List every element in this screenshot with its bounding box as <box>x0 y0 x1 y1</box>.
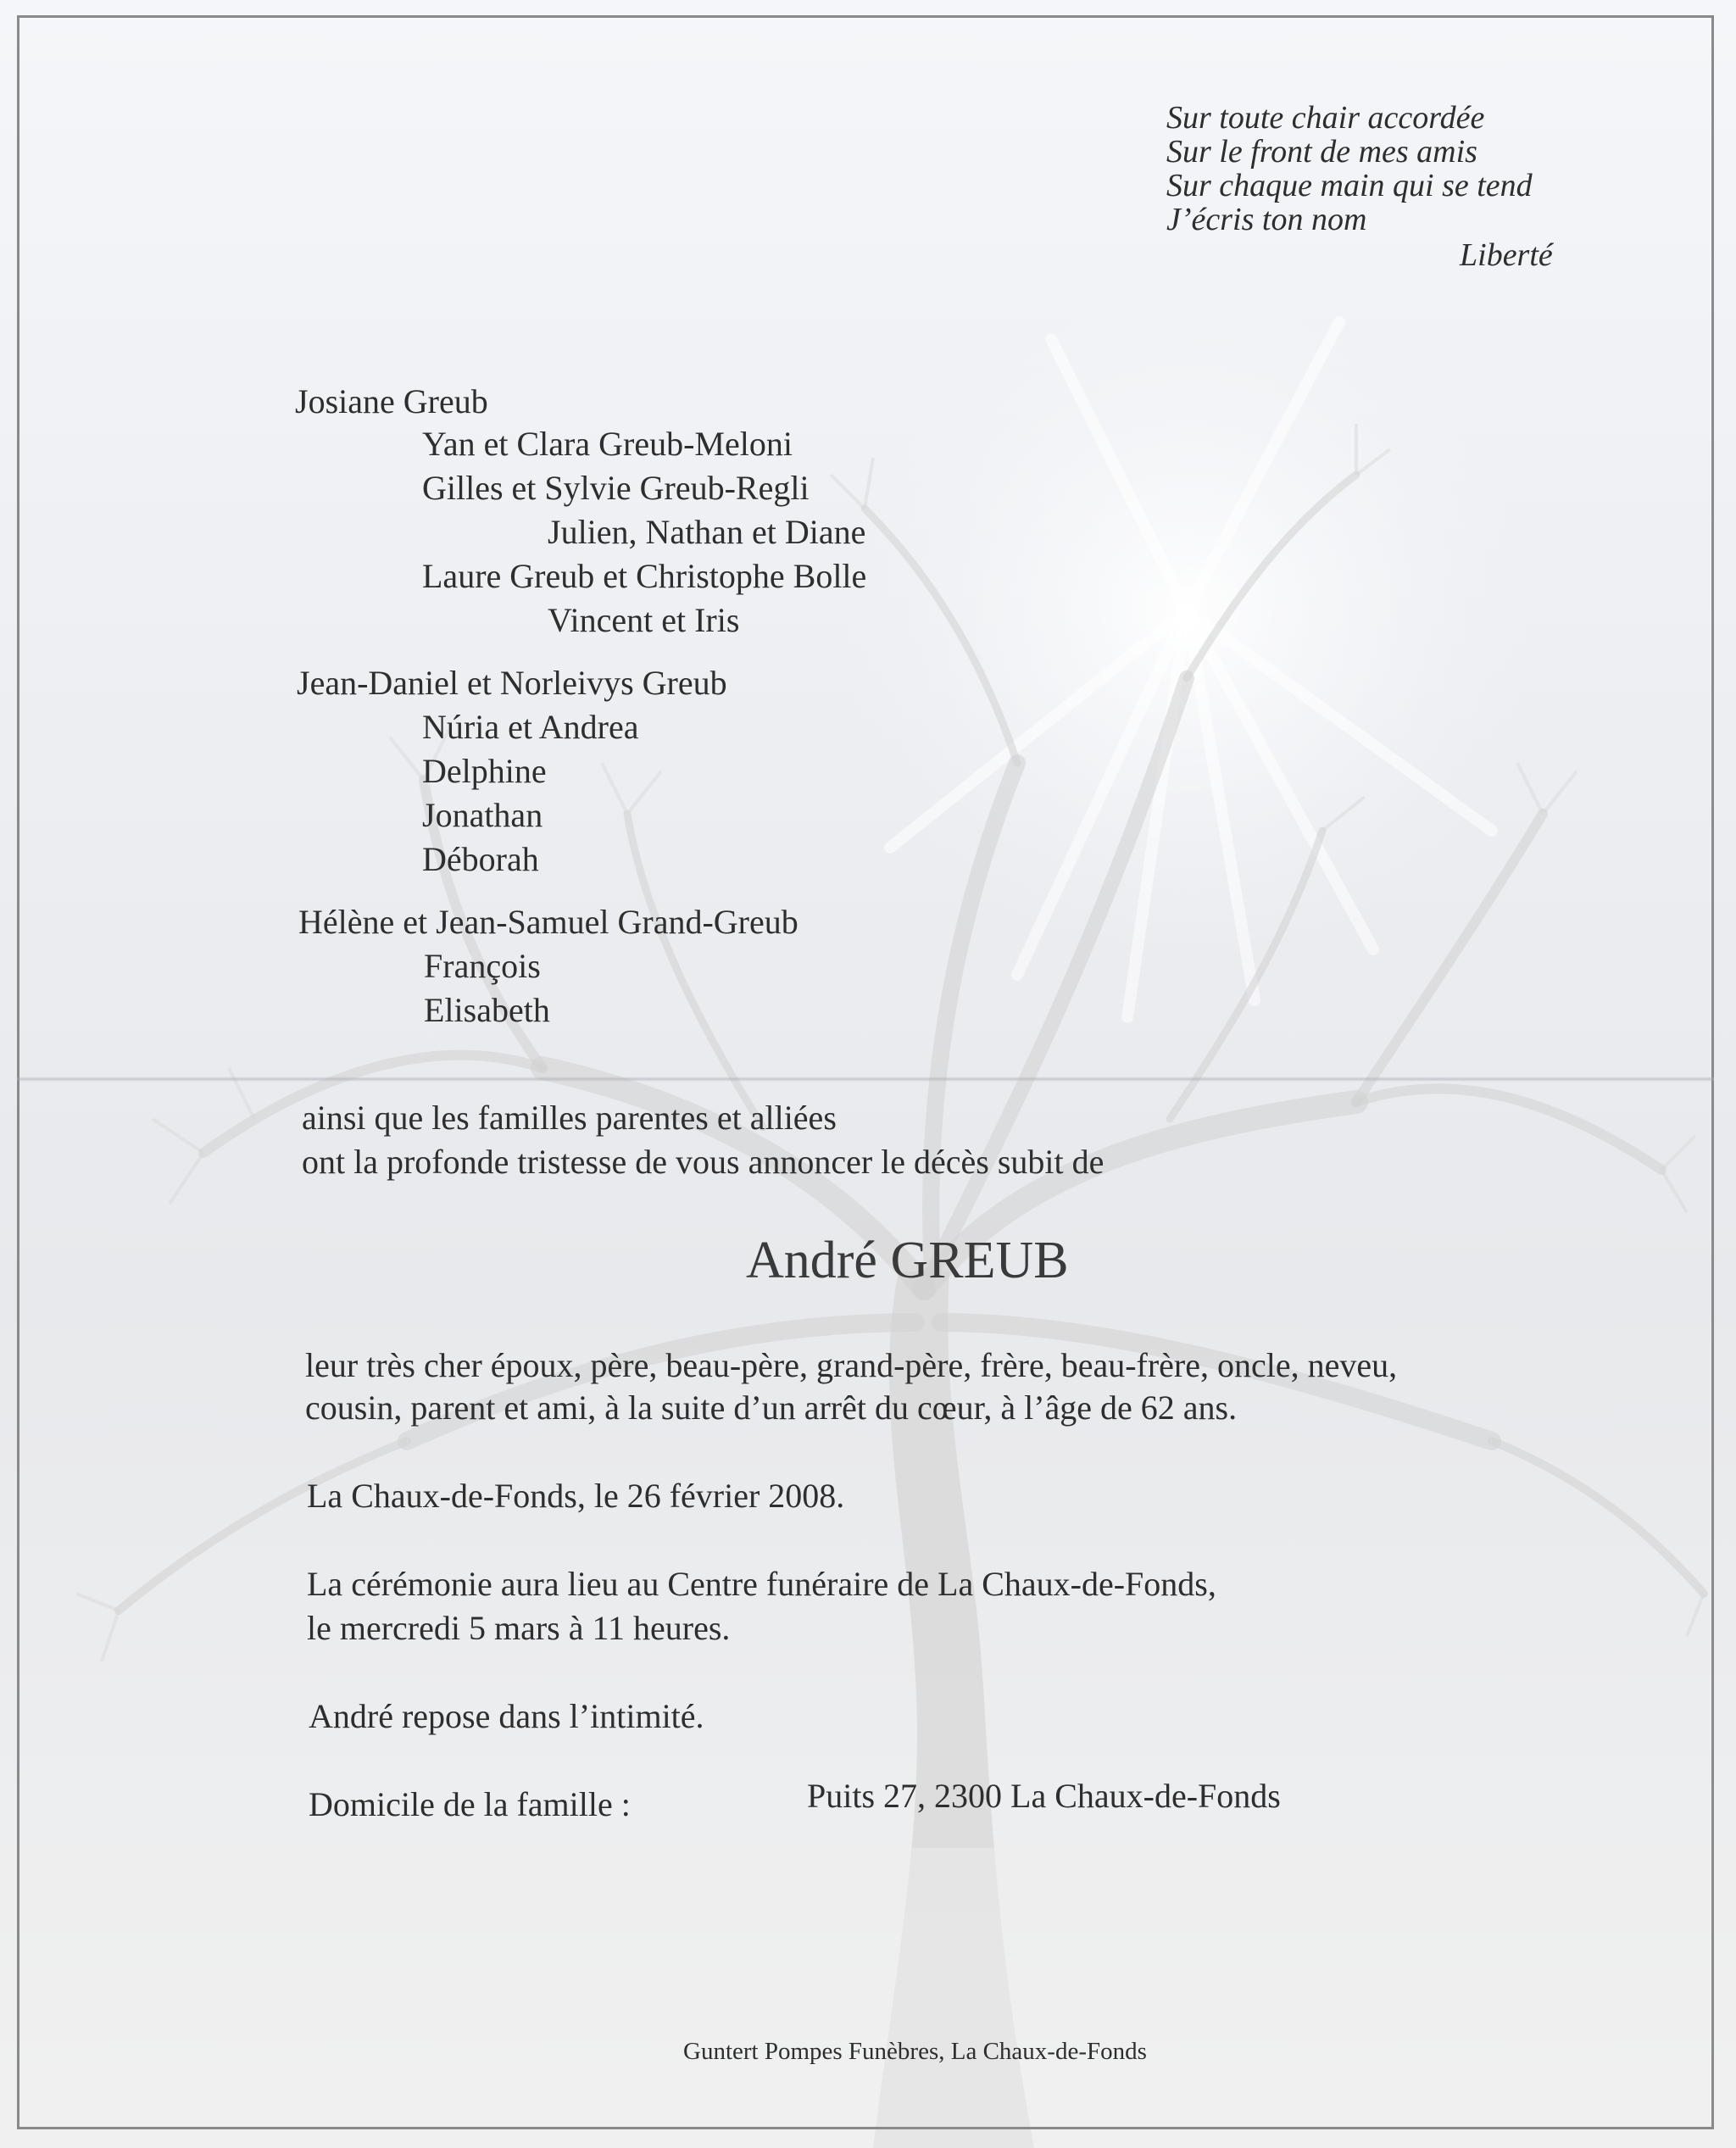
announcement-line-2: ont la profonde tristesse de vous annoncer le décès subit de <box>302 1143 1104 1181</box>
relation-line-2: cousin, parent et ami, à la suite d’un arrêt du cœur, à l’âge de 62 ans. <box>305 1388 1238 1427</box>
ceremony-line-1: La cérémonie aura lieu au Centre funéraire de La Chaux-de-Fonds, <box>307 1565 1216 1603</box>
poem-line-1: Sur toute chair accordée <box>1166 100 1485 136</box>
family-member: Yan et Clara Greub-Meloni <box>422 425 793 463</box>
poem-attribution: Liberté <box>1460 237 1553 273</box>
poem-line-3: Sur chaque main qui se tend <box>1166 168 1533 203</box>
fold-line <box>17 1077 1714 1082</box>
family-member: Déborah <box>422 840 539 878</box>
place-date: La Chaux-de-Fonds, le 26 février 2008. <box>307 1477 845 1515</box>
family-member: Elisabeth <box>424 991 550 1029</box>
family-head-2: Jean-Daniel et Norleivys Greub <box>297 664 727 702</box>
family-member: Gilles et Sylvie Greub-Regli <box>422 469 810 507</box>
ceremony-line-2: le mercredi 5 mars à 11 heures. <box>307 1609 731 1647</box>
family-head-1: Josiane Greub <box>295 382 488 420</box>
announcement-line-1: ainsi que les familles parentes et alliées <box>302 1099 837 1137</box>
rest-note: André repose dans l’intimité. <box>309 1697 704 1735</box>
family-head-3: Hélène et Jean-Samuel Grand-Greub <box>298 903 798 941</box>
family-member: Núria et Andrea <box>422 708 639 746</box>
poem-line-2: Sur le front de mes amis <box>1166 134 1477 170</box>
poem-line-4: J’écris ton nom <box>1166 202 1367 237</box>
family-member: Jonathan <box>422 796 543 834</box>
domicile-label: Domicile de la famille : <box>309 1785 631 1823</box>
family-member: Delphine <box>422 752 547 790</box>
domicile-address: Puits 27, 2300 La Chaux-de-Fonds <box>807 1777 1281 1815</box>
deceased-name: André GREUB <box>746 1232 1069 1289</box>
family-member-child: Vincent et Iris <box>548 601 740 639</box>
family-member: François <box>424 947 541 985</box>
family-member: Laure Greub et Christophe Bolle <box>422 557 867 595</box>
relation-line-1: leur très cher époux, père, beau-père, grand-père, frère, beau-frère, oncle, neveu, <box>305 1346 1398 1384</box>
family-member-child: Julien, Nathan et Diane <box>548 513 866 551</box>
funeral-home-credit: Guntert Pompes Funèbres, La Chaux-de-Fonds <box>683 2038 1147 2065</box>
